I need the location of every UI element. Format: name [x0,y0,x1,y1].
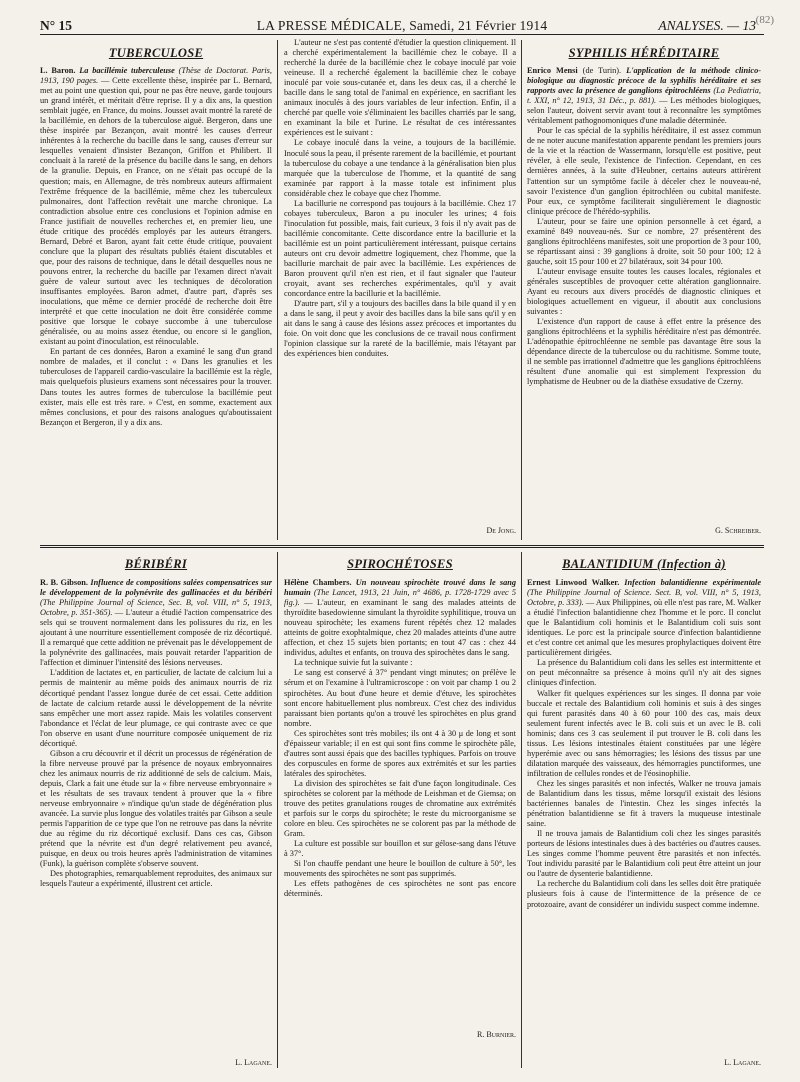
author-name: R. B. Gibson. [40,578,88,587]
paragraph: La recherche du Balantidium coli dans les selles doit être pratiquée plusieurs fois à cause de l'intermittence de la présence de ce protozoaire, avant de considérer un individu suspect comme indemne. [527,879,761,909]
handwritten-page-stamp: (82) [755,14,774,26]
paragraph: La bacillurie ne correspond pas toujours à la bacillémie. Chez 17 cobayes tuberculeux, Baron a pu inoculer les urines; 4 fois l'inoculation fut possible, mais, fait curieux, 3 fois il n'y avait pas de bacillémie concomitante. Cette discordance entre la bacillurie et la bacillémie est un point particulièrement intéressant, puisque certains auteurs ont cru devoir admettre logiquement, chez l'homme, que la bacillurie marchait de pair avec la bacillémie. Les expériences de Baron prouvent qu'il n'en est rien, et il faut signaler que l'auteur croyait, avant ses recherches expérimentales, qu'il y avait concordance entre la bacillurie et la bacillémie. [284,198,516,299]
section-title-beriberi: BÉRIBÉRI [124,557,188,571]
journal-title: LA PRESSE MÉDICALE, Samedi, 21 Février 1914 [256,18,548,33]
issue-number: N° 15 [40,18,73,33]
article-citation: (The Lancet, 1913, 21 Juin, n° 4686, p. 1728-1729 avec 5 fig.). [284,588,516,608]
author-affiliation: (de Turin). [577,66,622,75]
article-title: Influence de compositions salées compensatrices sur le développement de la polynévrite des gallinacées et du béribéri [40,578,272,598]
author-name: L. Baron. [40,66,76,75]
paragraph: Le sang est conservé à 37° pendant vingt minutes; on prélève le sérum et on l'examine à l'ultramicroscope : on voit par champ 1 ou 2 spirochètes. Au bout d'une heure et demie d'étuve, les spirochètes sont encore habituellement plus nombreux. C'est chez des individus paraissant bien portants qu'on a trouvé les spirochètes en plus grand nombre. [284,668,516,728]
article-syphilis [527,66,761,514]
article-spirochetoses [284,578,516,1018]
article-title: Infection balantidienne expérimentale [624,578,761,587]
paragraph: — Aux Philippines, où elle n'est pas rare, M. Walker a étudié l'infection balantidienne chez l'homme et le porc. Il conclut que le Balantidium coli hominis et le Balantidium coli suis sont identiques. Le porc est la principale source d'infection balantidienne et c'est contre cet animal que les mesures prophylactiques doivent être particulièrement dirigées. [527,598,761,658]
author-name: Hélène Chambers. [284,578,352,587]
author-name: Ernest Linwood Walker. [527,578,620,587]
column-divider [277,40,278,540]
section-title-spirochetoses: SPIROCHÉTOSES [347,557,453,571]
paragraph: La division des spirochètes se fait d'une façon longitudinale. Ces spirochètes se colorent par la méthode de Leishman et de Giemsa; on trouve des petites granulations rouges de chromatine aux extrémités et parfois sur le corps du spirochète; le reste du microorganisme se colore en bleu. Ces spirochètes ne se colorent pas par la méthode de Gram. [284,778,516,839]
paragraph: Le cobaye inoculé dans la veine, a toujours de la bacillémie. Inoculé sous la peau, il présente rarement de la bacillémie, et pourtant la tuberculose du cobaye a une tendance à la généralisation bien plus marquée que la tuberculose de l'homme, et la quantité de sang examinée par rapport à la masse totale est infiniment plus considérable chez le cobaye que chez l'homme. [284,138,516,198]
paragraph: L'addition de lactates et, en particulier, de lactate de calcium lui a permis de maintenir au même poids des animaux nourris de riz décortiqué pendant l'assez longue durée de cet essai. Cette addition de lactate de calcium retarde aussi le développement de la névrite sans empêcher une mort assez rapide. Mais les volatiles conservent l'abondance et l'éclat de leur plumage, ce qui contraste avec ce que l'on observe en usant d'une nourriture composée uniquement de riz décortiqué. [40,668,272,748]
header-rule [40,34,764,35]
column-divider [521,552,522,1068]
column-divider [521,40,522,540]
signature: L. Lagane. [235,1058,272,1067]
section-separator [40,545,764,548]
article-citation: (The Philippine Journal of Science. Sect. B, vol. VIII, n° 5, 1913, Octobre, p. 333). [527,588,761,608]
article-tuberculose-continued [284,38,516,508]
signature: G. Schreiber. [715,526,761,535]
paragraph: Pour le cas spécial de la syphilis héréditaire, il est assez commun de ne noter aucune manifestation apparente pendant les premiers jours de la vie et la réaction de Wassermann, lorsqu'elle est positive, peut révéler, à elle seule, l'existence de l'infection. Cependant, en ces dernières années, à la suite d'Heubner, certains auteurs attirèrent l'attention sur un symptôme facile à déceler chez le nouveau-né, savoir l'existence d'un ganglion épitrochléen ou cubital manifeste. Pour eux, ce symptôme faciliterait singulièrement le diagnostic clinique précoce de l'hérédo-syphilis. [527,126,761,216]
section-title-syphilis: SYPHILIS HÉRÉDITAIRE [568,46,720,60]
paragraph: L'auteur, pour se faire une opinion personnelle à cet égard, a examiné 849 nouveau-nés. Sur ce nombre, 27 présentèrent des ganglions épitrochléens manifestes, soit une proportion de 3 pour 100, se répartissant ainsi : 39 ganglions à droite, soit 50 pour 100; 12 à gauche, soit 15 pour 100 et 27 bilatéraux, soit 34 pour 100. [527,216,761,266]
signature: De Jong. [486,526,516,535]
paragraph: L'existence d'un rapport de cause à effet entre la présence des ganglions épitrochléens et la syphilis héréditaire n'est pas démontrée. L'adénopathie épitrochléenne ne semble pas davantage être sous la dépendance directe de la tuberculose ou du rachitisme. Somme toute, il ne semble pas irrationnel d'admettre que les ganglions épitrochléens résultent d'une anomalie qui est simplement l'expression du lymphatisme de Heubner ou de la diathèse exsudative de Czerny. [527,317,761,387]
paragraph: Les effets pathogènes de ces spirochètes ne sont pas encore déterminés. [284,879,516,899]
paragraph: Si l'on chauffe pendant une heure le bouillon de culture à 50°, les mouvements des spirochètes ne sont pas supprimés. [284,859,516,879]
article-title: La bacillémie tuberculeuse [79,66,175,75]
paragraph: La culture est possible sur bouillon et sur gélose-sang dans l'étuve à 37°. [284,839,516,859]
paragraph: — Cette excellente thèse, inspirée par L. Bernard, met au point une question qui, pour ne pas être neuve, garde toujours un grand intérêt, et méritait d'être reprise. Il y a dix ans, la question semblait jugée, en France, du moins. Jousset avait montré la rareté de la bacillémie, en dehors de la tuberculose aiguë. Bergeron, dans une thèse inspirée par Bezançon, avait montré les causes d'erreur inhérentes à la recherche du bacille dans le sang, causes d'erreur sur lesquelles venaient d'insister Bezançon, Griffon et Philibert. Il concluait à la rareté de la présence du bacille dans le sang, en dehors de la granulie. Depuis, en France, on ne s'était pas occupé de la question; mais, en Allemagne, de très nombreux auteurs affirmaient l'extrême fréquence de la bacillémie, même chez les tuberculeux pulmonaires, dont l'affection revêtait une marche chronique. La contradiction absolue entre ces conclusions et l'opinion admise en France justifiait de nouvelles recherches et, en premier lieu, une étude critique des procédés employés par les auteurs étrangers. Bernard, Debré et Baron, ayant fait cette étude critique, pouvaient conclure que la plupart des résultats publiés étaient discutables et que, pour des raisons de technique, dans le détail desquelles nous ne pouvons entrer, la recherche du bacille par l'examen direct n'avait guère de valeur surtout avec les techniques de décoloration insuffisantes employées. Baron admet, d'autre part, d'après ses inoculations, que même ce dernier procédé de recherche doit être interprété et que cette inoculation ne doit être considérée comme positive que lorsque le cobaye succombe à une tuberculose généralisée, ou au moins assez étendue, ou encore si le ganglion, existant au point d'inoculation, est réinoculable. [40,76,272,347]
paragraph: Chez les singes parasités et non infectés, Walker ne trouva jamais de Balantidium dans les tissus, même lorsqu'il existait des lésions bactériennes banales de l'intestin. Chez les singes infectés la pénétration balantidienne se fit à travers la muqueuse intestinale saine. [527,778,761,829]
section-page-label: ANALYSES. — 13 [658,18,756,33]
article-citation: (La Pediatria, t. XXI, n° 12, 1913, 31 Déc., p. 881). [527,86,761,106]
paragraph: — L'auteur, en examinant le sang des malades atteints de thyroïdite basedowienne simulant la thyroïdite syphilitique, trouva un nouveau spirochète; les examens furent répétés chez 12 malades atteints de goitre exophtalmique, chez 20 malades atteints d'une autre affection, et chez 15 sujets bien portants; en tout 47 cas : chez 44 individus, adultes et enfants, on trouva des spirochètes dans le sang. [284,598,516,658]
paragraph: En partant de ces données, Baron a examiné le sang d'un grand nombre de malades, et il conclut : « Dans les granulies et les tuberculoses de l'appareil cardio-vasculaire la bacillémie est la règle, mais quelquefois plusieurs examens sont nécessaires pour la trouver. Dans toutes les autres formes de tuberculose la bacillémie peut exister, mais elle est très rare. » C'est, en somme, exactement aux mêmes conclusions, et pour des raisons analogues qu'aboutissaient Bezançon et Bergeron, il y a dix ans. [40,347,272,427]
paragraph: — L'auteur a étudié l'action compensatrice des sels qui se trouvent normalement dans les polissures du riz, en les ajoutant à une nourriture essentiellement composée de riz décortiqué. Il a remarqué que cette addition ne prévenait pas le développement de la polynévrite des gallinacées, mais pouvait retarder l'apparition de l'affection et diminuer l'intensité des lésions nerveuses. [40,608,272,668]
running-header [40,4,774,33]
article-citation: (The Philippine Journal of Science, Sec. B, vol. VIII, n° 5, 1913, Octobre, p. 351-365). [40,598,272,618]
paragraph: Des photographies, remarquablement reproduites, des animaux sur lesquels l'auteur a expérimenté, illustrent cet article. [40,869,272,889]
section-title-tuberculose: TUBERCULOSE [108,46,204,60]
paragraph: Ces spirochètes sont très mobiles; ils ont 4 à 30 μ de long et sont d'épaisseur variable; il en est qui sont fins comme le spirochète pâle, d'autres sont aussi épais que des bacilles typhiques. Parfois on trouve des corpuscules en forme de spores aux extrémités et sur les parties latérales des spirochètes. [284,728,516,778]
author-name: Enrico Mensi [527,66,578,75]
section-title-balantidium: BALANTIDIUM (Infection à) [562,557,726,571]
paragraph: La technique suivie fut la suivante : [294,658,413,668]
paragraph: L'auteur envisage ensuite toutes les causes locales, régionales et générales susceptibles de provoquer cette altération ganglionnaire. Ayant eu recours aux divers procédés de diagnostic cliniques et biologiques actuellement en vigueur, il aboutit aux conclusions suivantes : [527,266,761,317]
paragraph: D'autre part, s'il y a toujours des bacilles dans la bile quand il y en a dans le sang, il peut y avoir des bacilles dans la bile sans qu'il y en ait dans le sang à cause des lésions assez précoces et importantes du foie. On voit donc que les conclusions de ce travail nous confirment l'opinion classique sur la rareté de la bacillémie, mais l'étayant par des expériences bien conduites. [284,299,516,359]
article-title: Un nouveau spirochète trouvé dans le sang humain [284,578,516,598]
article-citation: (Thèse de Doctorat. Paris, 1913, 190 pages. [40,66,272,86]
paragraph: La présence du Balantidium coli dans les selles est intermittente et on peut méconnaître sa présence à moins qu'il n'y ait des signes cliniques d'infection. [527,658,761,688]
column-divider [277,552,278,1068]
paragraph: Gibson a cru découvrir et il décrit un processus de régénération de la fibre nerveuse prouvé par la présence de noyaux embryonnaires chez les animaux nourris de riz additionné de sels de calcium. Mais, depuis, Clark a fait une étude sur la « fibre nerveuse embryonnaire » et les résultats de ses travaux tendent à prouver que la « fibre nerveuse embryonnaire » n'indique qu'un stade de dégénération plus avancée. La survie plus longue des volatiles traités par Gibson a seule permis l'apparition de ce type que l'on ne retrouve pas dans la névrite due au régime du riz décortiqué exclusif. Dans ces cas, Gibson prétend que la névrite est d'un degré relativement peu avancé, puisque, en deux ou trois heures après l'administration de vitamines (Funk), la guérison complète s'observe souvent. [40,748,272,869]
article-title: L'application de la méthode clinico-biologique au diagnostic précoce de la syphilis héréditaire et ses rapports avec la présence de ganglions épitrochléens [527,66,761,96]
article-balantidium [527,578,761,1048]
paragraph: — Les méthodes biologiques, selon l'auteur, doivent servir avant tout à reconnaître les symptômes véritablement pathognomoniques d'une maladie déterminée. [527,96,761,126]
article-tuberculose [40,66,272,540]
paragraph: Il ne trouva jamais de Balantidium coli chez les singes parasités porteurs de lésions intestinales dues à des bactéries ou d'autres causes. Les singes comme l'homme peuvent être parasités et non infectés. Tout individu parasité par le Balantidium coli peut être atteint un jour ou l'autre de dysenterie balantidienne. [527,829,761,879]
article-beriberi [40,578,272,1048]
signature: L. Lagane. [724,1058,761,1067]
paragraph: Walker fit quelques expériences sur les singes. Il donna par voie buccale et rectale des Balantidium coli hominis et suis à des singes qui furent parasités dans 40 à 60 pour 100 des cas, mais deux seulement furent infectés avec le B. coli suis et un avec le B. coli hominis; dans ces 3 cas seulement il put trouver le B. coli dans les tissus. Les lésions intestinales étaient constituées par une légère hyperémie avec ou sans hémorragies; les lésions des tissus par une dilatation marquée des vaisseaux, des hémorragies punctiformes, une infiltration de cellules rondes et de l'éosinophilie. [527,688,761,778]
signature: R. Burnier. [476,1030,516,1039]
paragraph: L'auteur ne s'est pas contenté d'étudier la question cliniquement. Il a cherché expérimentalement la bacillémie chez le cobaye. Il a recherché la durée de la bacillémie chez le cobaye inoculé par voie veineuse. Il a recherché également la bacillémie chez le cobaye inoculé par voie sous-cutanée et, dans les deux cas, il a cherché le bacille dans le sang total de l'animal en expérience, en sacrifiant les animaux inoculés à des jours variables de leur infection. Enfin, il a cherché par quelle voie s'éliminaient les bacilles charriés par le sang, en examinant la bile et l'urine. Le résultat de ces intéressantes expériences est le suivant : [284,38,516,138]
